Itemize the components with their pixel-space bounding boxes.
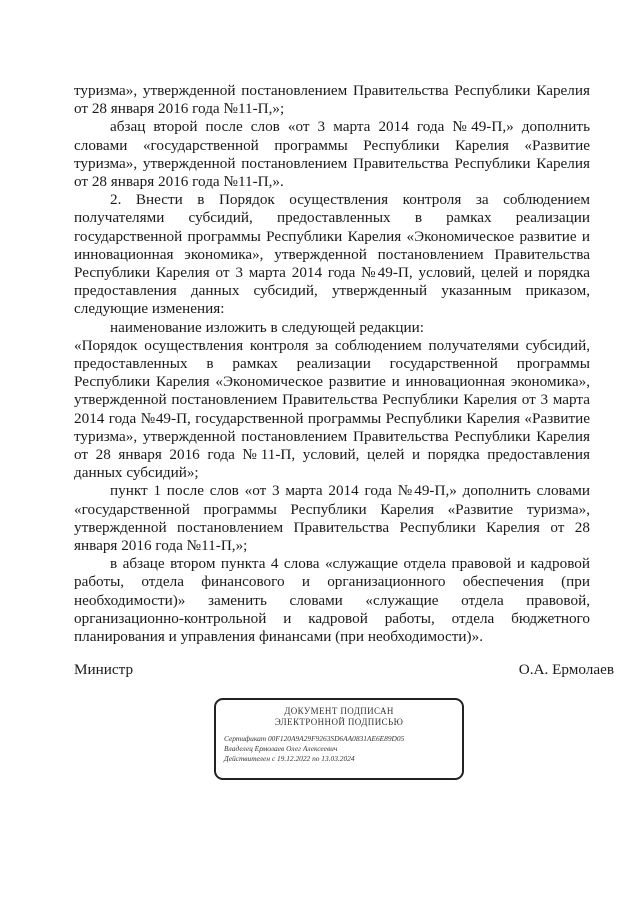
signatory-position: Министр xyxy=(74,661,134,678)
paragraph-5: «Порядок осуществления контроля за соблюдением получателями субсидий, предоставленных в рамках реализации государственной программы Республики Карелия «Экономическое развитие и инновационная экономика», утвержденной постановлением Правительства Республики Карелия от 3 марта 2014 года №49-П, государственной программы Республики Карелия «Развитие туризма», утвержденной постановлением Правительства Республики Карелия от 28 января 2016 года №11-П, условий, целей и порядка предоставления данных субсидий»; xyxy=(74,336,590,482)
paragraph-6: пункт 1 после слов «от 3 марта 2014 года №49-П,» дополнить словами «государственной программы Республики Карелия «Развитие туризма», утвержденной постановлением Правительства Республики Карелия от 28 января 2016 года №11-П,»; xyxy=(74,482,590,555)
paragraph-2: абзац второй после слов «от 3 марта 2014 года №49-П,» дополнить словами «государственной программы Республики Карелия «Развитие туризма», утвержденной постановлением Правительства Республики Карелия от 28 января 2016 года №11-П,». xyxy=(74,118,590,191)
signatory-name: О.А. Ермолаев xyxy=(518,661,614,678)
paragraph-7: в абзаце втором пункта 4 слова «служащие отдела правовой и кадровой работы, отдела финансового и организационного обеспечения (при необходимости)» заменить словами «служащие отдела правовой, организационно-контрольной и кадровой работы, отдела бюджетного планирования и управления финансами (при необходимости)». xyxy=(74,555,590,646)
stamp-title-line-2: ЭЛЕКТРОННОЙ ПОДПИСЬЮ xyxy=(274,717,404,727)
paragraph-3: 2. Внести в Порядок осуществления контроля за соблюдением получателями субсидий, предоставленных в рамках реализации государственной программы Республики Карелия «Экономическое развитие и инновационная экономика», утвержденной постановлением Правительства Республики Карелия от 3 марта 2014 года №49-П, условий, целей и порядка предоставления данных субсидий, утвержденный указанным приказом, следующие изменения: xyxy=(74,191,590,318)
document-body xyxy=(74,82,590,646)
stamp-owner: Владелец Ермолаев Олег Алексеевич xyxy=(224,744,338,753)
stamp-details xyxy=(224,734,462,764)
stamp-title xyxy=(216,706,462,728)
stamp-certificate: Сертификат 00F120A9A29F9263SD6AA0831AE6E89D05 xyxy=(224,734,405,743)
stamp-title-line-1: ДОКУМЕНТ ПОДПИСАН xyxy=(284,706,394,716)
electronic-signature-stamp xyxy=(214,698,464,780)
stamp-validity: Действителен с 19.12.2022 по 13.03.2024 xyxy=(224,754,355,763)
paragraph-4: наименование изложить в следующей редакции: xyxy=(110,318,424,336)
paragraph-1: туризма», утвержденной постановлением Правительства Республики Карелия от 28 января 2016 года №11-П,»; xyxy=(74,82,590,118)
